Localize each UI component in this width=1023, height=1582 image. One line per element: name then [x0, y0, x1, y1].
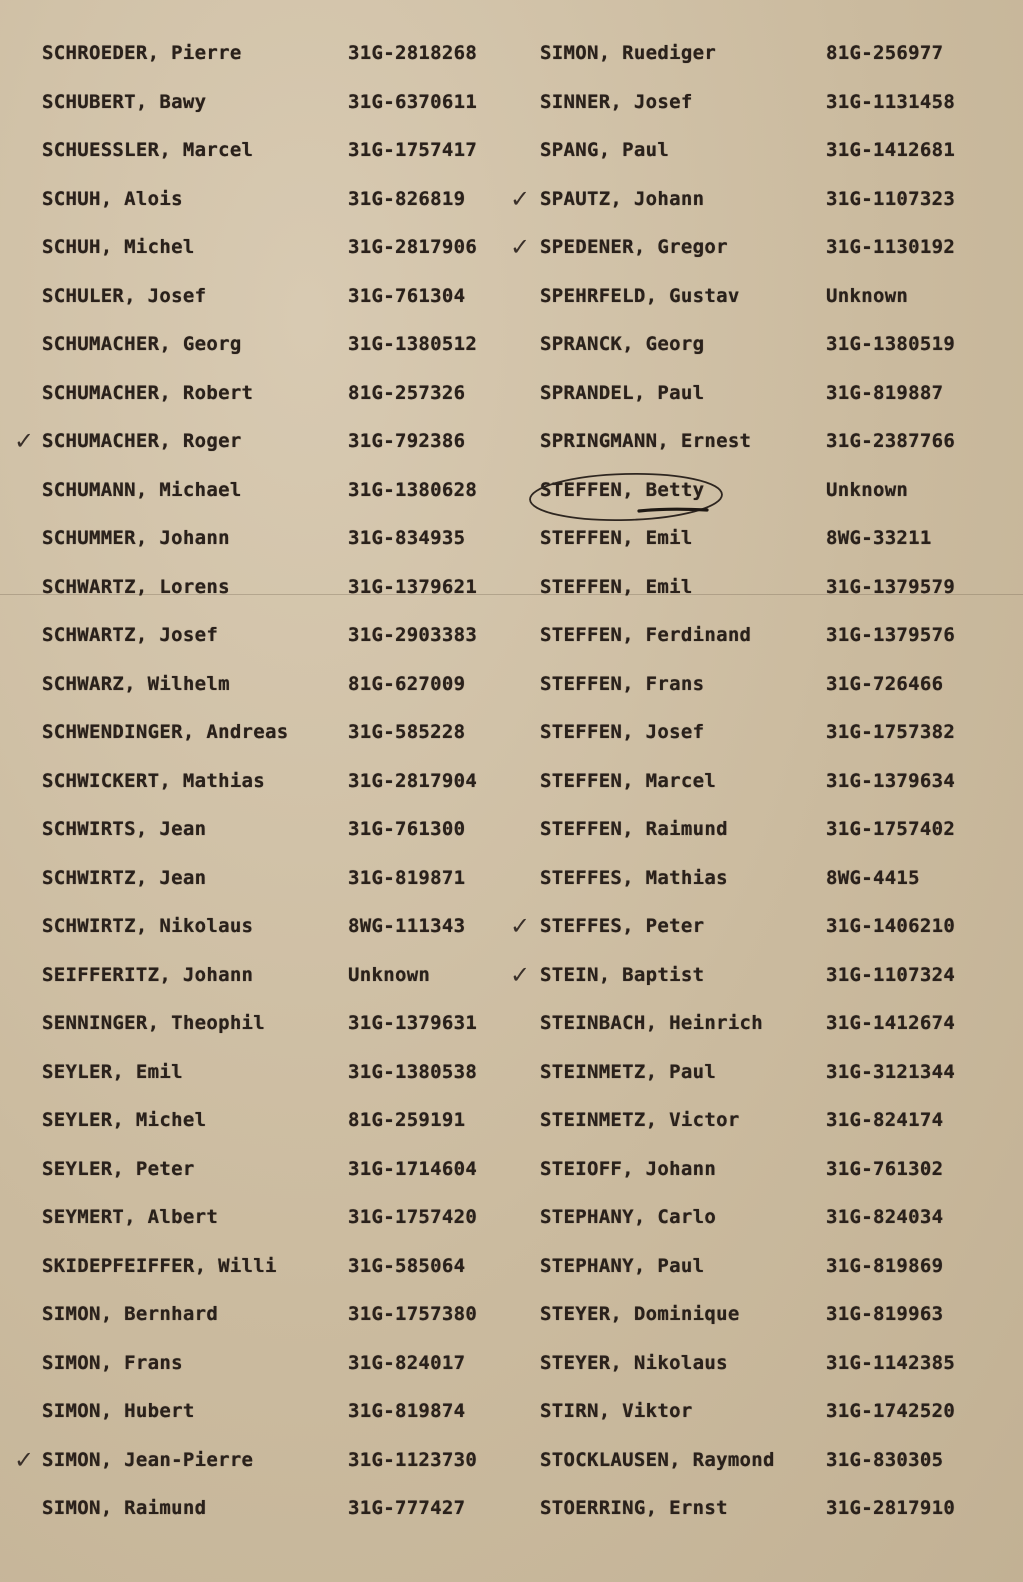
id-left: 31G-1714604 — [348, 1157, 478, 1180]
id-right: 8WG-4415 — [826, 866, 920, 889]
name-left: SEYMERT, Albert — [42, 1206, 219, 1228]
roster-row-20 — [0, 960, 1023, 1011]
name-left: SCHUMACHER, Robert — [42, 381, 254, 404]
check-mark-right: ✓ — [510, 233, 531, 261]
check-mark-left: ✓ — [14, 427, 35, 455]
id-right: 31G-1380519 — [826, 333, 956, 355]
roster-row-24 — [0, 1157, 1023, 1205]
name-right: STEINMETZ, Paul — [540, 1060, 717, 1083]
name-left: SCHULER, Josef — [42, 284, 207, 307]
id-left: 31G-1379621 — [348, 575, 478, 598]
roster-row-8 — [0, 381, 1023, 429]
id-left: 31G-792386 — [348, 430, 466, 452]
id-right: 31G-2387766 — [826, 430, 956, 452]
id-right: 31G-3121344 — [826, 1060, 956, 1083]
name-right: STEFFEN, Josef — [540, 721, 705, 743]
id-left: 31G-777427 — [348, 1497, 466, 1519]
id-left: 31G-1380538 — [348, 1060, 478, 1083]
name-right: STEIN, Baptist — [540, 963, 705, 986]
id-left: 31G-6370611 — [348, 90, 478, 113]
name-right: STEINBACH, Heinrich — [540, 1012, 764, 1034]
name-right: SPEDENER, Gregor — [540, 236, 728, 258]
id-right: 31G-819869 — [826, 1254, 944, 1277]
id-right: 31G-1130192 — [826, 236, 956, 258]
name-right: STOCKLAUSEN, Raymond — [540, 1448, 775, 1471]
id-left: 31G-1123730 — [348, 1448, 478, 1471]
name-left: SCHUBERT, Bawy — [42, 90, 207, 113]
id-left: 31G-1757417 — [348, 139, 478, 161]
id-right: 31G-824174 — [826, 1109, 944, 1131]
roster-row-9 — [0, 429, 1023, 477]
id-right: 31G-819963 — [826, 1303, 944, 1325]
id-left: 81G-257326 — [348, 381, 466, 404]
name-left: SIMON, Hubert — [42, 1400, 195, 1422]
name-left: SEYLER, Emil — [42, 1060, 183, 1083]
roster-row-26 — [0, 1254, 1023, 1302]
roster-row-2 — [0, 90, 1023, 138]
name-right: STEIOFF, Johann — [540, 1157, 717, 1180]
id-right: 31G-1757382 — [826, 721, 956, 743]
id-left: Unknown — [348, 963, 431, 986]
id-left: 31G-819874 — [348, 1400, 466, 1422]
roster-row-23 — [0, 1108, 1023, 1156]
name-left: SIMON, Jean-Pierre — [42, 1448, 254, 1471]
id-left: 31G-824017 — [348, 1351, 466, 1374]
id-left: 81G-259191 — [348, 1109, 466, 1131]
name-right: STOERRING, Ernst — [540, 1497, 728, 1519]
id-left: 31G-761300 — [348, 818, 466, 840]
id-right: 31G-1412681 — [826, 139, 956, 161]
roster-row-31 — [0, 1496, 1023, 1544]
name-right: SPRANDEL, Paul — [540, 381, 705, 404]
name-right: SINNER, Josef — [540, 90, 693, 113]
name-left: SCHWENDINGER, Andreas — [42, 721, 289, 743]
name-right: SIMON, Ruediger — [540, 42, 717, 64]
name-right: STEYER, Dominique — [540, 1303, 740, 1325]
name-left: SCHROEDER, Pierre — [42, 42, 242, 64]
roster-row-7 — [0, 332, 1023, 380]
roster-row-21 — [0, 1011, 1023, 1059]
id-right: 31G-1412674 — [826, 1012, 956, 1034]
roster-row-28 — [0, 1351, 1023, 1399]
name-right: STEFFEN, Betty — [540, 478, 705, 501]
id-right: 31G-824034 — [826, 1206, 944, 1228]
name-right: STEFFEN, Ferdinand — [540, 624, 752, 646]
id-right: 31G-1379579 — [826, 575, 956, 598]
name-right: SPAUTZ, Johann — [540, 187, 705, 210]
id-right: 31G-1107323 — [826, 187, 956, 210]
id-right: 31G-1406210 — [826, 915, 956, 937]
check-mark-right: ✓ — [510, 960, 531, 989]
id-right: 31G-1142385 — [826, 1351, 956, 1374]
id-right: 31G-761302 — [826, 1157, 944, 1180]
id-left: 31G-761304 — [348, 284, 466, 307]
name-right: SPEHRFELD, Gustav — [540, 284, 740, 307]
id-right: 31G-1757402 — [826, 818, 956, 840]
roster-row-12 — [0, 575, 1023, 623]
check-mark-left: ✓ — [14, 1445, 35, 1474]
name-left: SIMON, Raimund — [42, 1497, 207, 1519]
id-left: 31G-585064 — [348, 1254, 466, 1277]
name-left: SCHUH, Alois — [42, 187, 183, 210]
id-right: 31G-819887 — [826, 381, 944, 404]
roster-row-27 — [0, 1302, 1023, 1350]
name-right: STEFFEN, Raimund — [540, 818, 728, 840]
name-left: SCHUESSLER, Marcel — [42, 139, 254, 161]
name-left: SEYLER, Michel — [42, 1109, 207, 1131]
name-left: SEIFFERITZ, Johann — [42, 963, 254, 986]
id-right: 31G-1107324 — [826, 963, 956, 986]
id-right: 81G-256977 — [826, 42, 944, 64]
name-right: STEFFEN, Emil — [540, 527, 693, 549]
name-left: SCHWIRTZ, Nikolaus — [42, 915, 254, 937]
name-right: STEYER, Nikolaus — [540, 1351, 728, 1374]
id-right: 31G-830305 — [826, 1448, 944, 1471]
name-left: SCHWARTZ, Lorens — [42, 575, 230, 598]
roster-row-25 — [0, 1205, 1023, 1253]
name-left: SIMON, Bernhard — [42, 1303, 219, 1325]
name-right: STEPHANY, Carlo — [540, 1206, 717, 1228]
name-left: SCHUMACHER, Georg — [42, 333, 242, 355]
id-right: 31G-1131458 — [826, 90, 956, 113]
name-right: SPRINGMANN, Ernest — [540, 430, 752, 452]
id-left: 31G-819871 — [348, 866, 466, 889]
roster-row-13 — [0, 623, 1023, 671]
name-left: SCHWIRTS, Jean — [42, 818, 207, 840]
roster-row-30 — [0, 1445, 1023, 1496]
name-left: SKIDEPFEIFFER, Willi — [42, 1254, 277, 1277]
roster-row-16 — [0, 769, 1023, 817]
id-left: 31G-826819 — [348, 187, 466, 210]
name-right: STEFFEN, Frans — [540, 672, 705, 695]
roster-row-22 — [0, 1060, 1023, 1108]
check-mark-right: ✓ — [510, 184, 531, 213]
id-left: 31G-1757420 — [348, 1206, 478, 1228]
roster-row-10 — [0, 478, 1023, 526]
roster-row-14 — [0, 672, 1023, 720]
id-right: 31G-1379634 — [826, 769, 956, 792]
roster-row-4 — [0, 184, 1023, 235]
id-left: 31G-834935 — [348, 527, 466, 549]
id-left: 31G-2903383 — [348, 624, 478, 646]
name-left: SCHUMACHER, Roger — [42, 430, 242, 452]
name-right: STEFFEN, Emil — [540, 575, 693, 598]
name-right: STEPHANY, Paul — [540, 1254, 705, 1277]
name-right: STEINMETZ, Victor — [540, 1109, 740, 1131]
roster-row-3 — [0, 138, 1023, 186]
name-left: SCHWARTZ, Josef — [42, 624, 219, 646]
roster-row-18 — [0, 866, 1023, 914]
name-right: SPRANCK, Georg — [540, 333, 705, 355]
id-left: 8WG-111343 — [348, 915, 466, 937]
id-right: Unknown — [826, 284, 909, 307]
name-left: SIMON, Frans — [42, 1351, 183, 1374]
name-left: SEYLER, Peter — [42, 1157, 195, 1180]
roster-row-17 — [0, 817, 1023, 865]
id-left: 81G-627009 — [348, 672, 466, 695]
name-left: SCHUH, Michel — [42, 236, 195, 258]
roster-row-1 — [0, 41, 1023, 89]
name-left: SCHUMMER, Johann — [42, 527, 230, 549]
roster-row-29 — [0, 1399, 1023, 1447]
check-mark-right: ✓ — [510, 912, 531, 940]
name-right: STEFFES, Mathias — [540, 866, 728, 889]
name-left: SENNINGER, Theophil — [42, 1012, 266, 1034]
name-right: STIRN, Viktor — [540, 1400, 693, 1422]
name-left: SCHWARZ, Wilhelm — [42, 672, 230, 695]
id-left: 31G-2817904 — [348, 769, 478, 792]
name-left: SCHWIRTZ, Jean — [42, 866, 207, 889]
id-right: 31G-2817910 — [826, 1497, 956, 1519]
id-right: 31G-1742520 — [826, 1400, 956, 1422]
name-left: SCHWICKERT, Mathias — [42, 769, 266, 792]
id-left: 31G-1757380 — [348, 1303, 478, 1325]
roster-row-5 — [0, 235, 1023, 283]
name-right: STEFFES, Peter — [540, 915, 705, 937]
name-left: SCHUMANN, Michael — [42, 478, 242, 501]
id-right: 8WG-33211 — [826, 527, 932, 549]
name-right: SPANG, Paul — [540, 139, 670, 161]
id-right: 31G-1379576 — [826, 624, 956, 646]
id-right: Unknown — [826, 478, 909, 501]
id-left: 31G-585228 — [348, 721, 466, 743]
roster-row-15 — [0, 720, 1023, 768]
id-left: 31G-2818268 — [348, 42, 478, 64]
id-left: 31G-2817906 — [348, 236, 478, 258]
roster-row-19 — [0, 914, 1023, 962]
roster-row-11 — [0, 526, 1023, 574]
id-right: 31G-726466 — [826, 672, 944, 695]
id-left: 31G-1379631 — [348, 1012, 478, 1034]
name-right: STEFFEN, Marcel — [540, 769, 717, 792]
roster-row-6 — [0, 284, 1023, 332]
id-left: 31G-1380512 — [348, 333, 478, 355]
id-left: 31G-1380628 — [348, 478, 478, 501]
